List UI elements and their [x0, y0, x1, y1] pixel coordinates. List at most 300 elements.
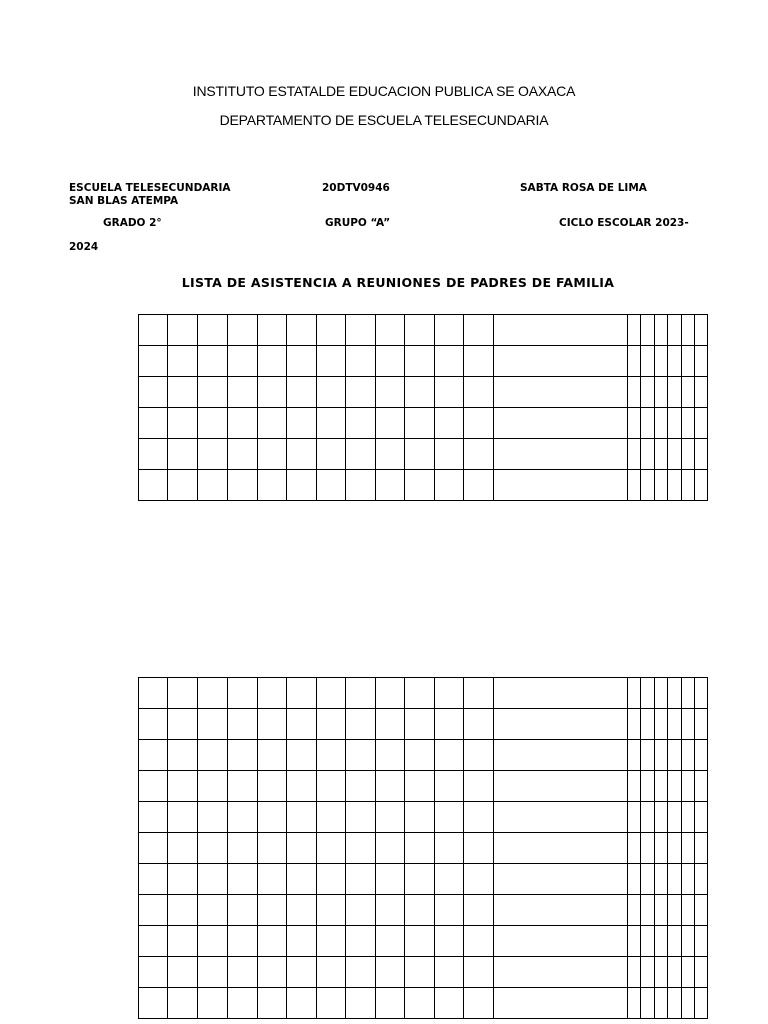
- attendance-table-2: [138, 677, 708, 1019]
- table-cell: [695, 926, 708, 957]
- table-cell: [655, 315, 668, 346]
- table-cell: [494, 771, 628, 802]
- table-cell: [139, 346, 168, 377]
- table-cell: [641, 709, 655, 740]
- table-cell: [228, 926, 258, 957]
- table-cell: [258, 678, 287, 709]
- table-cell: [317, 957, 346, 988]
- table-row: [139, 709, 708, 740]
- table-cell: [376, 771, 405, 802]
- table-cell: [198, 678, 228, 709]
- school-location: SAN BLAS ATEMPA: [69, 195, 179, 207]
- table-cell: [668, 957, 682, 988]
- table-cell: [628, 864, 641, 895]
- table-cell: [228, 988, 258, 1019]
- table-cell: [198, 346, 228, 377]
- table-cell: [668, 740, 682, 771]
- table-cell: [317, 346, 346, 377]
- table-cell: [641, 926, 655, 957]
- table-cell: [405, 864, 435, 895]
- table-cell: [682, 470, 695, 501]
- table-cell: [494, 408, 628, 439]
- table-cell: [655, 833, 668, 864]
- table-cell: [258, 377, 287, 408]
- table-cell: [668, 408, 682, 439]
- table-row: [139, 833, 708, 864]
- table-cell: [494, 315, 628, 346]
- table-cell: [695, 864, 708, 895]
- table-cell: [139, 439, 168, 470]
- table-cell: [655, 408, 668, 439]
- table-cell: [405, 895, 435, 926]
- table-cell: [228, 377, 258, 408]
- table-cell: [628, 315, 641, 346]
- table-cell: [464, 315, 494, 346]
- table-cell: [376, 802, 405, 833]
- table-cell: [376, 988, 405, 1019]
- table-cell: [435, 470, 464, 501]
- table-cell: [346, 408, 376, 439]
- table-cell: [287, 864, 317, 895]
- table-cell: [168, 678, 198, 709]
- table-cell: [628, 740, 641, 771]
- table-cell: [198, 771, 228, 802]
- table-cell: [494, 678, 628, 709]
- table-cell: [139, 315, 168, 346]
- table-cell: [695, 802, 708, 833]
- table-cell: [464, 470, 494, 501]
- table-cell: [435, 678, 464, 709]
- table-cell: [435, 957, 464, 988]
- table-cell: [317, 678, 346, 709]
- table-cell: [376, 678, 405, 709]
- table-cell: [655, 895, 668, 926]
- table-cell: [258, 408, 287, 439]
- table-cell: [655, 864, 668, 895]
- table-cell: [405, 957, 435, 988]
- table-cell: [464, 802, 494, 833]
- table-cell: [668, 470, 682, 501]
- table-cell: [198, 709, 228, 740]
- table-cell: [682, 408, 695, 439]
- table-cell: [198, 470, 228, 501]
- table-cell: [695, 377, 708, 408]
- table-cell: [464, 678, 494, 709]
- table-cell: [139, 771, 168, 802]
- table-cell: [317, 439, 346, 470]
- table-cell: [376, 346, 405, 377]
- table-cell: [682, 709, 695, 740]
- attendance-list-title: LISTA DE ASISTENCIA A REUNIONES DE PADRES DE FAMILIA: [181, 275, 615, 290]
- table-cell: [258, 771, 287, 802]
- table-cell: [628, 346, 641, 377]
- table-cell: [494, 833, 628, 864]
- table-cell: [668, 439, 682, 470]
- grade-label: GRADO 2°: [103, 217, 162, 229]
- table-cell: [464, 740, 494, 771]
- table-cell: [494, 988, 628, 1019]
- table-row: [139, 895, 708, 926]
- table-cell: [228, 470, 258, 501]
- table-cell: [258, 315, 287, 346]
- table-cell: [376, 470, 405, 501]
- table-cell: [405, 408, 435, 439]
- table-cell: [464, 408, 494, 439]
- table-cell: [228, 864, 258, 895]
- table-cell: [695, 346, 708, 377]
- table-cell: [682, 771, 695, 802]
- table-cell: [287, 315, 317, 346]
- table-cell: [376, 439, 405, 470]
- table-cell: [317, 408, 346, 439]
- table-cell: [405, 926, 435, 957]
- table-cell: [668, 926, 682, 957]
- table-cell: [346, 988, 376, 1019]
- table-cell: [346, 802, 376, 833]
- table-cell: [198, 377, 228, 408]
- table-cell: [435, 802, 464, 833]
- table-cell: [317, 740, 346, 771]
- table-cell: [435, 315, 464, 346]
- table-cell: [628, 408, 641, 439]
- table-cell: [641, 315, 655, 346]
- table-cell: [405, 988, 435, 1019]
- table-cell: [464, 957, 494, 988]
- table-cell: [228, 439, 258, 470]
- table-cell: [287, 957, 317, 988]
- table-cell: [628, 439, 641, 470]
- table-cell: [258, 470, 287, 501]
- table-cell: [682, 346, 695, 377]
- table-cell: [641, 802, 655, 833]
- table-cell: [464, 439, 494, 470]
- table-cell: [494, 439, 628, 470]
- table-cell: [628, 678, 641, 709]
- table-cell: [435, 740, 464, 771]
- table-row: [139, 439, 708, 470]
- table-cell: [668, 678, 682, 709]
- table-cell: [655, 439, 668, 470]
- table-row: [139, 957, 708, 988]
- table-cell: [346, 771, 376, 802]
- table-cell: [405, 678, 435, 709]
- table-cell: [464, 988, 494, 1019]
- table-cell: [641, 895, 655, 926]
- table-cell: [628, 957, 641, 988]
- table-cell: [464, 709, 494, 740]
- table-cell: [198, 802, 228, 833]
- table-cell: [376, 408, 405, 439]
- table-cell: [198, 740, 228, 771]
- table-cell: [376, 895, 405, 926]
- table-cell: [641, 988, 655, 1019]
- table-cell: [258, 802, 287, 833]
- table-cell: [317, 771, 346, 802]
- table-cell: [317, 377, 346, 408]
- table-cell: [287, 346, 317, 377]
- table-cell: [228, 771, 258, 802]
- table-cell: [695, 988, 708, 1019]
- table-cell: [494, 802, 628, 833]
- table-cell: [228, 709, 258, 740]
- table-cell: [435, 833, 464, 864]
- table-cell: [287, 709, 317, 740]
- table-cell: [655, 988, 668, 1019]
- institute-title: INSTITUTO ESTATALDE EDUCACION PUBLICA SE OAXACA: [192, 83, 576, 99]
- table-cell: [139, 740, 168, 771]
- table-cell: [668, 802, 682, 833]
- table-cell: [655, 377, 668, 408]
- table-cell: [641, 957, 655, 988]
- table-cell: [346, 957, 376, 988]
- table-cell: [287, 740, 317, 771]
- table-cell: [655, 802, 668, 833]
- table-cell: [494, 346, 628, 377]
- locality: SABTA ROSA DE LIMA: [520, 182, 647, 194]
- table-cell: [641, 833, 655, 864]
- table-cell: [435, 439, 464, 470]
- table-cell: [494, 377, 628, 408]
- table-cell: [494, 895, 628, 926]
- table-cell: [405, 470, 435, 501]
- table-cell: [668, 315, 682, 346]
- table-cell: [317, 926, 346, 957]
- table-row: [139, 771, 708, 802]
- table-cell: [258, 833, 287, 864]
- table-cell: [695, 740, 708, 771]
- table-cell: [168, 377, 198, 408]
- table-cell: [695, 771, 708, 802]
- table-cell: [258, 740, 287, 771]
- table-cell: [655, 740, 668, 771]
- table-cell: [628, 895, 641, 926]
- table-cell: [168, 802, 198, 833]
- table-cell: [287, 988, 317, 1019]
- table-cell: [435, 771, 464, 802]
- table-cell: [695, 709, 708, 740]
- table-cell: [405, 802, 435, 833]
- table-cell: [168, 926, 198, 957]
- table-cell: [168, 408, 198, 439]
- table-cell: [695, 470, 708, 501]
- table-cell: [435, 709, 464, 740]
- table-row: [139, 408, 708, 439]
- table-cell: [655, 771, 668, 802]
- table-cell: [287, 926, 317, 957]
- table-cell: [198, 988, 228, 1019]
- table-cell: [258, 709, 287, 740]
- table-row: [139, 315, 708, 346]
- table-cell: [435, 408, 464, 439]
- table-cell: [139, 678, 168, 709]
- table-cell: [287, 771, 317, 802]
- table-cell: [198, 957, 228, 988]
- table-cell: [317, 895, 346, 926]
- table-cell: [287, 377, 317, 408]
- table-cell: [464, 377, 494, 408]
- table-cell: [346, 709, 376, 740]
- table-cell: [228, 957, 258, 988]
- table-cell: [464, 771, 494, 802]
- table-cell: [168, 988, 198, 1019]
- table-row: [139, 988, 708, 1019]
- table-cell: [682, 315, 695, 346]
- table-cell: [139, 709, 168, 740]
- table-row: [139, 346, 708, 377]
- table-row: [139, 740, 708, 771]
- table-cell: [346, 833, 376, 864]
- table-cell: [346, 346, 376, 377]
- group-label: GRUPO “A”: [325, 217, 391, 229]
- table-cell: [655, 957, 668, 988]
- table-cell: [464, 864, 494, 895]
- table-cell: [682, 678, 695, 709]
- table-cell: [258, 895, 287, 926]
- table-cell: [655, 926, 668, 957]
- table-cell: [139, 957, 168, 988]
- table-cell: [168, 470, 198, 501]
- table-cell: [228, 833, 258, 864]
- table-cell: [435, 377, 464, 408]
- table-cell: [317, 315, 346, 346]
- table-cell: [405, 439, 435, 470]
- table-cell: [346, 926, 376, 957]
- table-cell: [317, 833, 346, 864]
- attendance-table-1: [138, 314, 708, 501]
- table-cell: [628, 771, 641, 802]
- table-cell: [494, 864, 628, 895]
- table-cell: [168, 771, 198, 802]
- table-cell: [376, 315, 405, 346]
- table-row: [139, 926, 708, 957]
- table-cell: [655, 470, 668, 501]
- table-cell: [682, 957, 695, 988]
- table-cell: [258, 864, 287, 895]
- table-cell: [668, 346, 682, 377]
- table-cell: [228, 895, 258, 926]
- table-cell: [494, 957, 628, 988]
- table-cell: [228, 678, 258, 709]
- table-cell: [641, 864, 655, 895]
- table-cell: [346, 895, 376, 926]
- table-row: [139, 377, 708, 408]
- table-row: [139, 864, 708, 895]
- table-cell: [695, 439, 708, 470]
- table-cell: [435, 895, 464, 926]
- table-cell: [628, 802, 641, 833]
- table-cell: [168, 346, 198, 377]
- school-cycle: CICLO ESCOLAR 2023-: [559, 217, 689, 229]
- table-cell: [139, 470, 168, 501]
- table-cell: [258, 988, 287, 1019]
- table-cell: [628, 377, 641, 408]
- table-cell: [346, 678, 376, 709]
- table-cell: [494, 740, 628, 771]
- table-cell: [682, 926, 695, 957]
- table-cell: [405, 346, 435, 377]
- table-cell: [668, 895, 682, 926]
- table-cell: [317, 988, 346, 1019]
- table-cell: [641, 439, 655, 470]
- table-cell: [494, 926, 628, 957]
- table-cell: [641, 470, 655, 501]
- table-cell: [168, 895, 198, 926]
- table-cell: [628, 470, 641, 501]
- table-row: [139, 470, 708, 501]
- table-cell: [139, 864, 168, 895]
- table-cell: [198, 833, 228, 864]
- table-cell: [198, 864, 228, 895]
- table-cell: [376, 377, 405, 408]
- table-cell: [464, 833, 494, 864]
- table-cell: [641, 678, 655, 709]
- table-cell: [376, 926, 405, 957]
- table-cell: [198, 315, 228, 346]
- table-cell: [682, 833, 695, 864]
- table-cell: [682, 377, 695, 408]
- table-cell: [317, 709, 346, 740]
- table-cell: [682, 802, 695, 833]
- table-cell: [655, 709, 668, 740]
- table-cell: [494, 470, 628, 501]
- table-cell: [168, 957, 198, 988]
- table-cell: [168, 439, 198, 470]
- table-cell: [317, 864, 346, 895]
- school-name: ESCUELA TELESECUNDARIA: [69, 182, 231, 194]
- table-cell: [682, 864, 695, 895]
- table-cell: [168, 864, 198, 895]
- table-cell: [405, 740, 435, 771]
- table-cell: [435, 864, 464, 895]
- table-cell: [435, 346, 464, 377]
- table-cell: [376, 833, 405, 864]
- table-cell: [695, 957, 708, 988]
- table-cell: [346, 864, 376, 895]
- table-cell: [287, 439, 317, 470]
- table-cell: [668, 377, 682, 408]
- table-cell: [405, 377, 435, 408]
- table-cell: [628, 926, 641, 957]
- table-cell: [376, 957, 405, 988]
- table-cell: [228, 802, 258, 833]
- table-cell: [464, 926, 494, 957]
- table-cell: [435, 988, 464, 1019]
- table-cell: [168, 740, 198, 771]
- table-cell: [695, 408, 708, 439]
- table-cell: [641, 771, 655, 802]
- table-cell: [668, 864, 682, 895]
- table-cell: [668, 709, 682, 740]
- table-cell: [695, 833, 708, 864]
- table-cell: [655, 346, 668, 377]
- table-cell: [139, 988, 168, 1019]
- table-cell: [695, 315, 708, 346]
- table-cell: [258, 957, 287, 988]
- table-cell: [682, 895, 695, 926]
- table-cell: [168, 833, 198, 864]
- table-cell: [464, 895, 494, 926]
- table-cell: [668, 988, 682, 1019]
- table-cell: [287, 833, 317, 864]
- table-cell: [168, 709, 198, 740]
- table-cell: [258, 439, 287, 470]
- table-cell: [139, 895, 168, 926]
- table-cell: [198, 439, 228, 470]
- table-cell: [139, 377, 168, 408]
- table-cell: [655, 678, 668, 709]
- table-cell: [287, 678, 317, 709]
- table-cell: [346, 315, 376, 346]
